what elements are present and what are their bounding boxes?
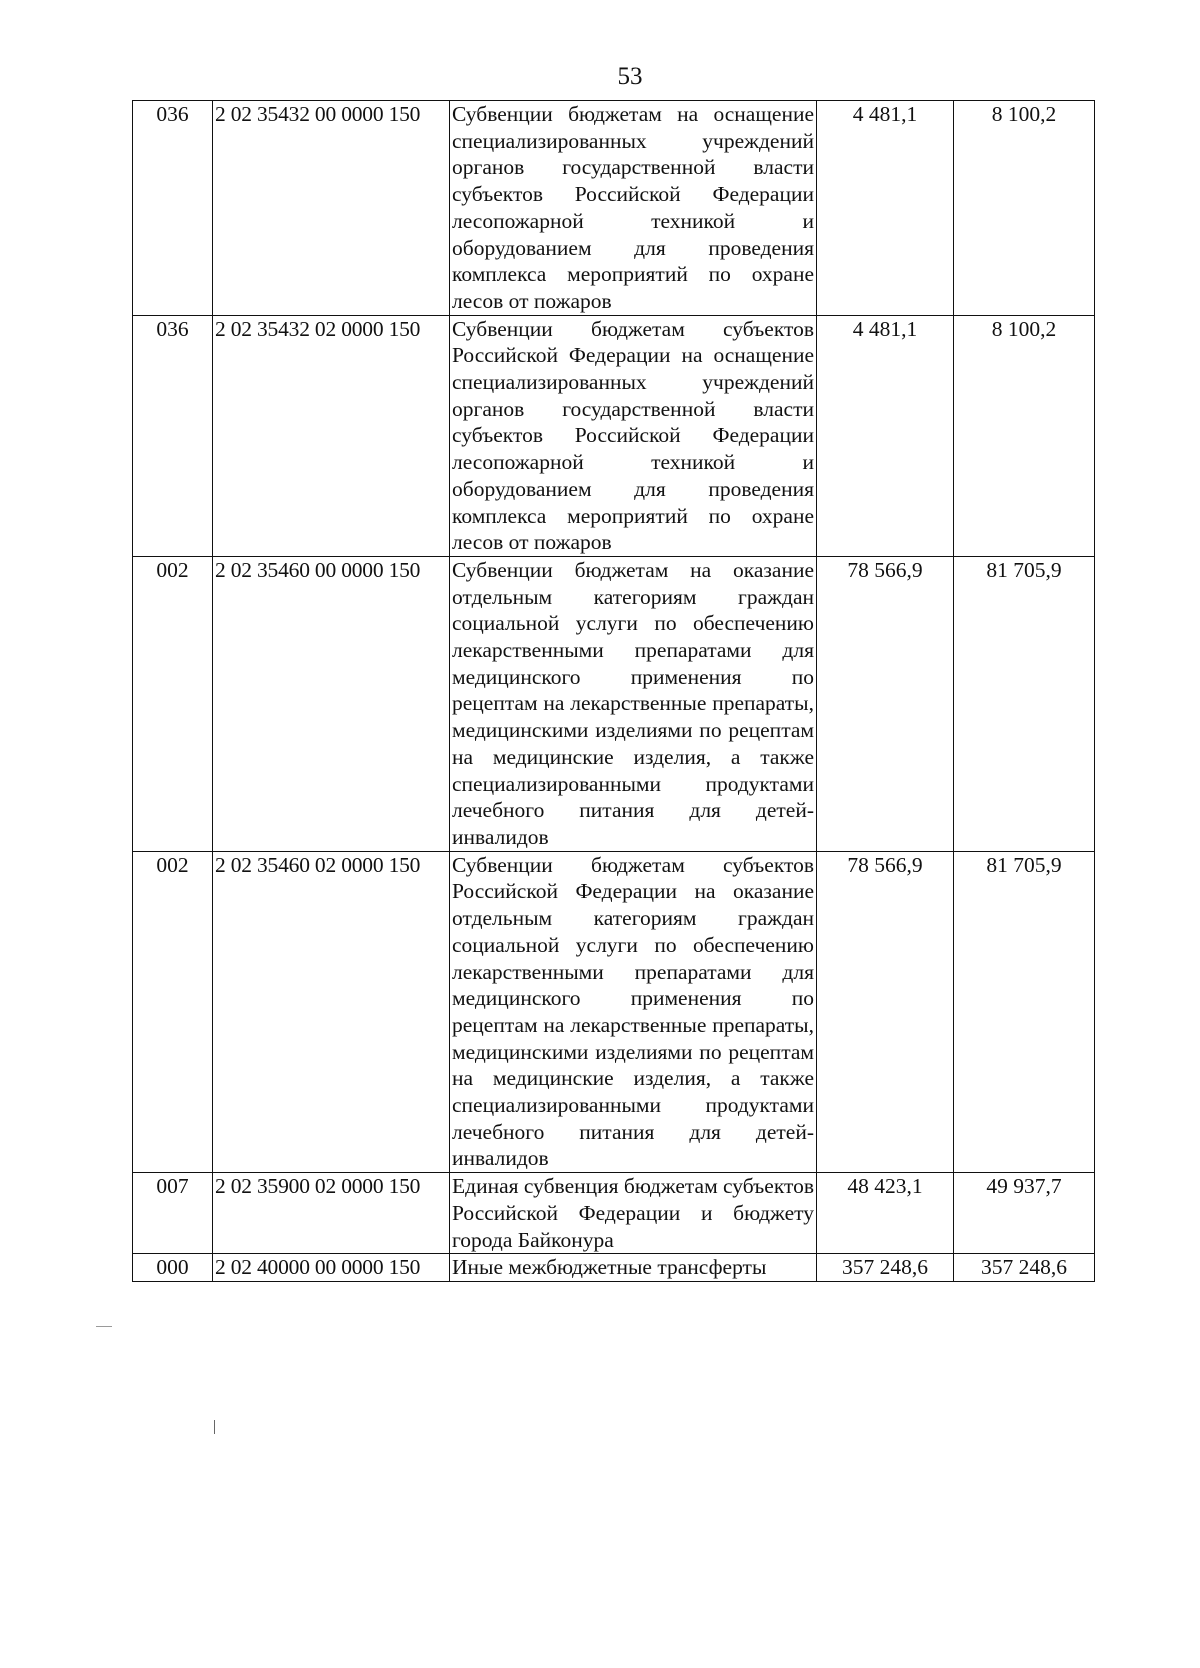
amount-cell-1: 78 566,9 (817, 556, 954, 851)
table-row (133, 101, 1095, 316)
revenue-name-text: Субвенции бюджетам субъектов Российской Федерации на оказание отдельным категориям граждан социальной услуги по обеспечению лекарственными препаратами для медицинского применения по рецептам на лекарственные препараты, медицинскими изделиями по рецептам на медицинские изделия, а также специализированными продуктами лечебного питания для детей-инвалидов (452, 852, 814, 1171)
table-row (133, 851, 1095, 1172)
revenue-name-cell (450, 851, 817, 1172)
scan-artifact-mark (96, 1326, 112, 1327)
amount-cell-1: 48 423,1 (817, 1173, 954, 1254)
admin-code-cell: 000 (133, 1254, 213, 1282)
revenue-name-text: Субвенции бюджетам субъектов Российской Федерации на оснащение специализированных учреждений органов государственной власти субъектов Российской Федерации лесопожарной техникой и оборудованием для проведения комплекса мероприятий по охране лесов от пожаров (452, 316, 814, 555)
revenue-name-cell (450, 1173, 817, 1254)
amount-cell-1: 78 566,9 (817, 851, 954, 1172)
table-row (133, 315, 1095, 556)
revenue-name-text: Субвенции бюджетам на оснащение специализированных учреждений органов государственной власти субъектов Российской Федерации лесопожарной техникой и оборудованием для проведения комплекса мероприятий по охране лесов от пожаров (452, 102, 814, 313)
revenue-name-cell (450, 315, 817, 556)
budget-code-cell: 2 02 35432 02 0000 150 (213, 315, 450, 556)
budget-table (132, 100, 1095, 1282)
budget-code-cell: 2 02 40000 00 0000 150 (213, 1254, 450, 1282)
admin-code-cell: 036 (133, 315, 213, 556)
admin-code-cell: 036 (133, 101, 213, 316)
budget-code-cell: 2 02 35460 00 0000 150 (213, 556, 450, 851)
amount-cell-1: 4 481,1 (817, 101, 954, 316)
amount-cell-2: 8 100,2 (954, 315, 1095, 556)
revenue-name-text: Иные межбюджетные трансферты (452, 1255, 767, 1280)
page-number: 53 (617, 63, 643, 90)
revenue-name-text: Единая субвенция бюджетам субъектов Российской Федерации и бюджету города Байконура (452, 1174, 815, 1252)
revenue-name-text: Субвенции бюджетам на оказание отдельным категориям граждан социальной услуги по обеспечению лекарственными препаратами для медицинского применения по рецептам на лекарственные препараты, медицинскими изделиями по рецептам на медицинские изделия, а также специализированными продуктами лечебного питания для детей-инвалидов (452, 557, 814, 849)
revenue-name-cell (450, 556, 817, 851)
amount-cell-2: 49 937,7 (954, 1173, 1095, 1254)
scan-artifact-tick (214, 1420, 215, 1434)
table-row (133, 1254, 1095, 1282)
amount-cell-1: 4 481,1 (817, 315, 954, 556)
amount-cell-2: 81 705,9 (954, 556, 1095, 851)
admin-code-cell: 007 (133, 1173, 213, 1254)
budget-code-cell: 2 02 35900 02 0000 150 (213, 1173, 450, 1254)
admin-code-cell: 002 (133, 556, 213, 851)
amount-cell-2: 81 705,9 (954, 851, 1095, 1172)
table-row (133, 556, 1095, 851)
amount-cell-2: 357 248,6 (954, 1254, 1095, 1282)
revenue-name-cell (450, 101, 817, 316)
amount-cell-1: 357 248,6 (817, 1254, 954, 1282)
budget-code-cell: 2 02 35432 00 0000 150 (213, 101, 450, 316)
admin-code-cell: 002 (133, 851, 213, 1172)
table-row (133, 1173, 1095, 1254)
amount-cell-2: 8 100,2 (954, 101, 1095, 316)
revenue-name-cell (450, 1254, 817, 1282)
budget-code-cell: 2 02 35460 02 0000 150 (213, 851, 450, 1172)
